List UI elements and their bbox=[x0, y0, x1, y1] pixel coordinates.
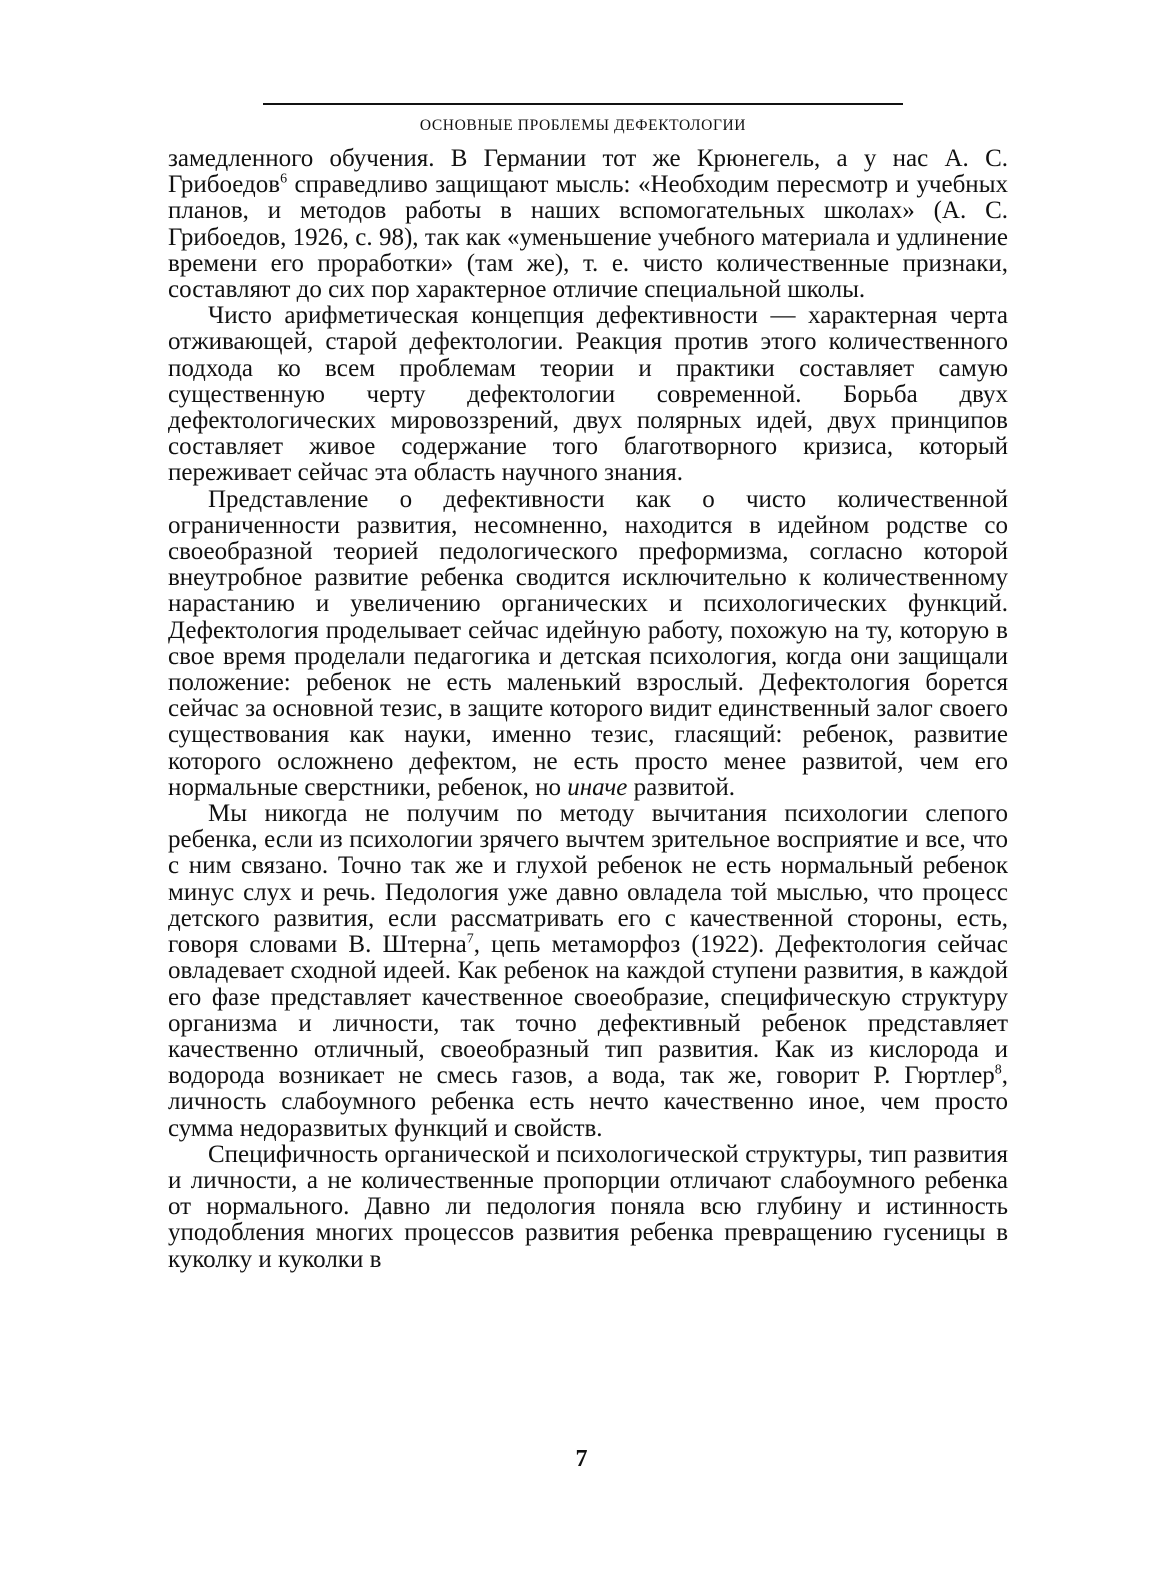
footnote-marker: 7 bbox=[466, 931, 474, 947]
paragraph-text: справедливо защищают мысль: «Необходим пересмотр и учебных планов, и методов работы в наших вспомогательных школах» (А. С. Грибоедов, 1926, с. 98), так как «уменьшение учебного материала и удлинение времени его проработки» (там же), т. е. чисто количественные признаки, составляют до сих пор характерное отличие специальной школы. bbox=[168, 171, 1008, 304]
body-text bbox=[168, 146, 1008, 1273]
paragraph-text: развитой. bbox=[627, 773, 736, 801]
paragraph bbox=[168, 1142, 1008, 1273]
paragraph bbox=[168, 487, 1008, 801]
paragraph-text: , личность слабоумного ребенка есть нечто качественно иное, чем просто сумма недоразвитых функций и свойств. bbox=[168, 1062, 1008, 1142]
paragraph-text: Чисто арифметическая концепция дефективности — характерная черта отживающей, старой дефектологии. Реакция против этого количественного подхода ко всем проблемам теории и практики составляет самую существенную черту дефектологии современной. Борьба двух дефектологических мировоззрений, двух полярных идей, двух принципов составляет живое содержание того благотворного кризиса, который переживает сейчас эта область научного знания. bbox=[168, 302, 1008, 487]
paragraph-text: , цепь метаморфоз (1922). Дефектология сейчас овладевает сходной идеей. Как ребенок на каждой ступени развития, в каждой его фазе представляет качественное своеобразие, специфическую структуру организма и личности, так точно дефективный ребенок представляет качественно отличный, своеобразный тип развития. Как из кислорода и водорода возникает не смесь газов, а вода, так же, говорит Р. Гюртлер bbox=[168, 931, 1009, 1090]
header-rule bbox=[263, 103, 903, 105]
paragraph-text: Мы никогда не получим по методу вычитания психологии слепого ребенка, если из психологии зрячего вычтем зрительное восприятие и все, что с ним связано. Точно так же и глухой ребенок не есть нормальный ребенок минус слух и речь. Педология уже давно овладела той мыслью, что процесс детского развития, если рассматривать его с качественной стороны, есть, говоря словами В. Штерна bbox=[168, 800, 1008, 959]
paragraph bbox=[168, 303, 1008, 486]
paragraph-text: Специфичность органической и психологической структуры, тип развития и личности, а не количественные пропорции отличают слабоумного ребенка от нормального. Давно ли педология поняла всю глубину и истинность уподобления многих процессов развития ребенка превращению гусеницы в куколку и куколки в bbox=[168, 1140, 1008, 1273]
footnote-marker: 8 bbox=[994, 1062, 1002, 1078]
page-number: 7 bbox=[575, 1446, 588, 1472]
footnote-marker: 6 bbox=[280, 171, 288, 187]
paragraph bbox=[168, 801, 1008, 1142]
emphasis-text: иначе bbox=[567, 773, 628, 801]
paragraph-text: замедленного обучения. В Германии тот же Крюнегель, а у нас А. С. Грибоедов bbox=[168, 145, 1008, 199]
running-head: ОСНОВНЫЕ ПРОБЛЕМЫ ДЕФЕКТОЛОГИИ bbox=[419, 117, 747, 134]
paragraph-text: Представление о дефективности как о чисто количественной ограниченности развития, несомненно, находится в идейном родстве со своеобразной теорией педологического преформизма, согласно которой внеутробное развитие ребенка сводится исключительно к количественному нарастанию и увеличению органических и психологических функций. Дефектология проделывает сейчас идейную работу, похожую на ту, которую в свое время проделали педагогика и детская психология, когда они защищали положение: ребенок не есть маленький взрослый. Дефектология борется сейчас за основной тезис, в защите которого видит единственный залог своего существования как науки, именно тезис, гласящий: ребенок, развитие которого осложнено дефектом, не есть просто менее развитой, чем его нормальные сверстники, ребенок, но bbox=[168, 485, 1008, 801]
paragraph bbox=[168, 146, 1008, 303]
